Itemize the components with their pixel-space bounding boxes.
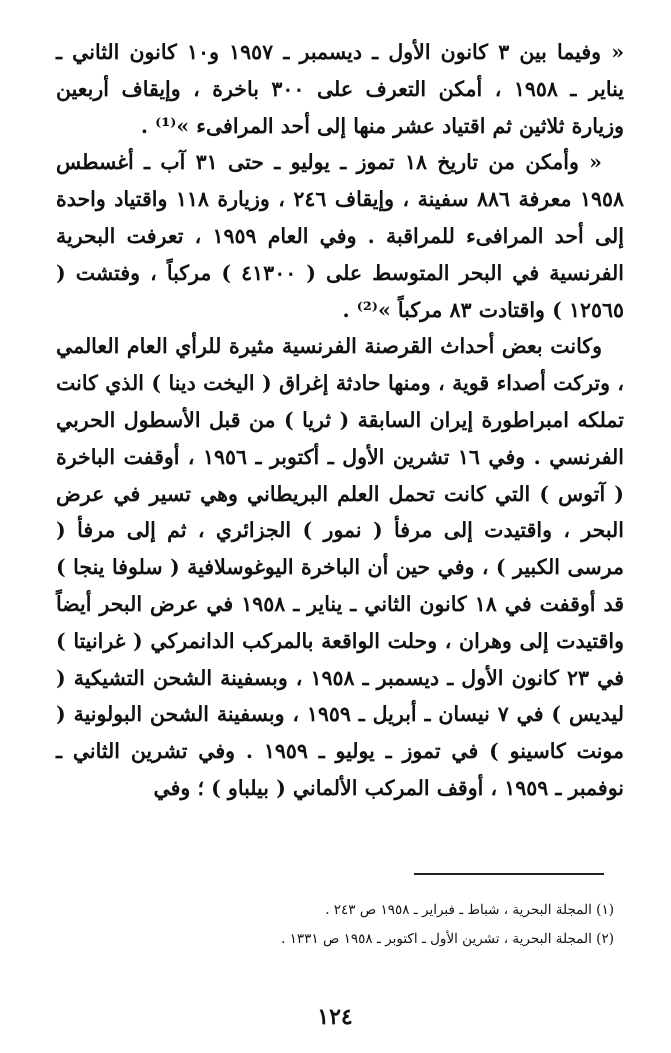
footnote-divider (414, 873, 604, 875)
paragraph-quote-2: « وأمكن من تاريخ ١٨ تموز ـ يوليو ـ حتى ٣١ آب ـ أغسطس ١٩٥٨ معرفة ٨٨٦ سفينة ، وإيقاف ٢٤٦ ، وزيارة ١١٨ واقتياد واحدة إلى أحد المرافىء للمراقبة . وفي العام ١٩٥٩ ، تعرفت البحرية الفرنسية في البحر المتوسط على ( ٤١٣٠٠ ) مركباً ، وفتشت ( ١٢٥٦٥ ) واقتادت ٨٣ مركباً »⁽²⁾ . (56, 150, 624, 322)
footnote-1: (١) المجلة البحرية ، شباط ـ فبراير ـ ١٩٥٨ ص ٢٤٣ . (325, 902, 614, 918)
paragraph-quote-1: « وفيما بين ٣ كانون الأول ـ ديسمبر ـ ١٩٥٧ و١٠ كانون الثاني ـ يناير ـ ١٩٥٨ ، أمكن التعرف على ٣٠٠ باخرة ، وإيقاف أربعين وزيارة ثلاثين ثم اقتياد عشر منها إلى أحد المرافىء »⁽¹⁾ . (56, 40, 625, 138)
footnotes (56, 896, 614, 954)
footnote-2: (٢) المجلة البحرية ، تشرين الأول ـ اكتوبر ـ ١٩٥٨ ص ١٣٣١ . (281, 931, 614, 947)
paragraph-piracy-events: وكانت بعض أحداث القرصنة الفرنسية مثيرة للرأي العام العالمي ، وتركت أصداء قوية ، ومنها حادثة إغراق ( اليخت دينا ) الذي كانت تملكه امبراطورة إيران السابقة ( ثريا ) من قبل الأسطول الحربي الفرنسي . وفي ١٦ تشرين الأول ـ أكتوبر ـ ١٩٥٦ ، أوقفت الباخرة ( آتوس ) التي كانت تحمل العلم البريطاني وهي تسير في عرض البحر ، واقتيدت إلى مرفأ ( نمور ) الجزائري ، ثم إلى مرفأ ( مرسى الكبير ) ، وفي حين أن الباخرة اليوغوسلافية ( سلوفا ينجا ) قد أوقفت في ١٨ كانون الثاني ـ يناير ـ ١٩٥٨ في عرض البحر أيضاً واقتيدت إلى وهران ، وحلت الواقعة بالمركب الدانمركي ( غرانيتا ) في ٢٣ كانون الأول ـ ديسمبر ـ ١٩٥٨ ، وبسفينة الشحن التشيكية ( ليديس ) في ٧ نيسان ـ أبريل ـ ١٩٥٩ ، وبسفينة الشحن البولونية ( مونت كاسينو ) في تموز ـ يوليو ـ ١٩٥٩ . وفي تشرين الثاني ـ نوفمبر ـ ١٩٥٩ ، أوقف المركب الألماني ( بيلباو ) ؛ وفي (56, 334, 625, 800)
main-text (56, 34, 624, 807)
page-number: ١٢٤ (317, 1004, 353, 1030)
